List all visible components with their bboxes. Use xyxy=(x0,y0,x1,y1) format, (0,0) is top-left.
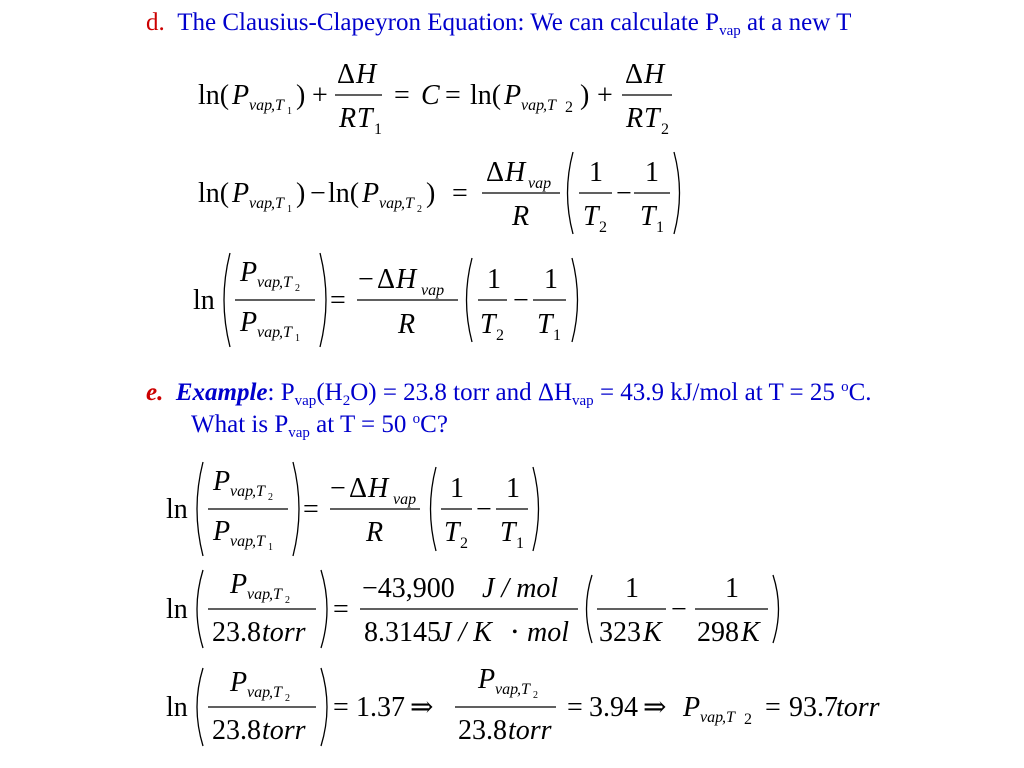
eq3-minus2: − xyxy=(513,285,529,316)
eq3-h-sub: vap xyxy=(421,282,445,299)
eq4-delta: Δ xyxy=(349,473,368,504)
eq3-minus: − xyxy=(358,264,374,295)
eq4-t1-sub: 1 xyxy=(516,535,524,552)
eq6-den-unit: torr xyxy=(262,715,306,746)
eq1-t1-sub: 1 xyxy=(374,121,382,138)
eq2-t2: T xyxy=(583,201,599,232)
eq5-den-value: 23.8 xyxy=(212,617,261,648)
eq6-frac-p: P xyxy=(478,664,496,695)
example-label: Example xyxy=(175,379,268,406)
e-text: O) = 23.8 torr and ΔH xyxy=(350,379,573,406)
eq5-one2: 1 xyxy=(725,573,739,604)
eq5-den-unit: torr xyxy=(262,617,306,648)
eq6-p-num: P xyxy=(230,667,248,698)
eq2-one1: 1 xyxy=(589,157,603,188)
eq2-sub-t2: ,T xyxy=(401,195,414,212)
eq2-p1: P xyxy=(232,178,250,209)
eq2-cp2: ) xyxy=(426,178,436,209)
eq2-t1: T xyxy=(640,201,656,232)
eq1-eq2: = xyxy=(445,80,461,111)
eq3-r: R xyxy=(398,309,416,340)
eq1-sub-vap2: vap xyxy=(521,97,545,114)
section-d-text: The Clausius-Clapeyron Equation: We can calculate P xyxy=(177,9,720,36)
eq2-h: H xyxy=(505,157,526,188)
eq4-one1: 1 xyxy=(450,473,464,504)
eq1-sub-t1: ,T xyxy=(271,97,284,114)
eq2-p2: P xyxy=(362,178,380,209)
eq6-frac-vap: vap xyxy=(495,681,519,698)
e-sub: vap xyxy=(288,425,310,441)
eq2-eq: = xyxy=(452,178,468,209)
eq1-plus2: + xyxy=(597,80,613,111)
eq5-t1-unit: K xyxy=(741,617,760,648)
eq4-h-sub: vap xyxy=(393,491,417,508)
eq3-den-1: 1 xyxy=(295,333,300,344)
eq2-t2-sub: 2 xyxy=(599,219,607,236)
eq3-den-t: ,T xyxy=(279,324,292,341)
eq6-implies2: ⇒ xyxy=(643,692,667,723)
eq4-t1: T xyxy=(500,517,516,548)
eq4-p-den: P xyxy=(213,516,231,547)
eq6-eq2: = xyxy=(567,692,583,723)
e-text: : P xyxy=(267,379,295,406)
eq6-res3-unit: torr xyxy=(836,692,880,723)
eq6-eq3: = xyxy=(765,692,781,723)
eq6-num-vap: vap xyxy=(247,684,271,701)
eq1-cp1: ) xyxy=(296,80,306,111)
eq6-eq1: = xyxy=(333,692,349,723)
eq3-one2: 1 xyxy=(544,264,558,295)
equation-6 xyxy=(166,664,880,746)
eq1-c: C xyxy=(421,80,440,111)
eq5-den2-unit-b: mol xyxy=(527,617,569,648)
eq5-den2-unit-a: J / K xyxy=(439,617,492,648)
eq1-delta2: Δ xyxy=(625,59,644,90)
eq6-num-2: 2 xyxy=(285,693,290,704)
eq6-num-t: ,T xyxy=(269,684,282,701)
e-sup: o xyxy=(412,411,421,427)
e-text: at T = 50 xyxy=(309,411,413,438)
eq6-final-vap: vap xyxy=(700,709,724,726)
section-d-marker: d. xyxy=(146,9,165,36)
eq3-h: H xyxy=(396,264,417,295)
eq2-minus: − xyxy=(310,178,326,209)
eq3-den-vap: vap xyxy=(257,324,281,341)
eq1-t2: T xyxy=(644,103,660,134)
eq1-ln: ln( xyxy=(198,80,230,111)
eq4-t2-sub: 2 xyxy=(460,535,468,552)
e-sub: 2 xyxy=(342,393,351,409)
section-d-sub: vap xyxy=(719,23,741,39)
eq2-delta: Δ xyxy=(486,157,505,188)
eq4-t2: T xyxy=(444,517,460,548)
eq3-num-t: ,T xyxy=(279,274,292,291)
eq1-p1: P xyxy=(232,80,250,111)
eq4-num-vap: vap xyxy=(230,483,254,500)
eq1-sub-2: 2 xyxy=(565,99,573,116)
eq2-ln2: ln( xyxy=(328,178,360,209)
eq5-num-unit: J / mol xyxy=(482,573,559,604)
eq6-p-final: P xyxy=(683,692,701,723)
eq2-sub-1: 1 xyxy=(287,204,292,215)
eq2-ln1: ln( xyxy=(198,178,230,209)
eq4-den-1: 1 xyxy=(268,542,273,553)
eq6-frac-t: ,T xyxy=(517,681,530,698)
eq3-p-num: P xyxy=(240,257,258,288)
eq1-t2-sub: 2 xyxy=(661,121,669,138)
eq3-delta: Δ xyxy=(377,264,396,295)
e-text: C? xyxy=(420,411,448,438)
eq2-h-sub: vap xyxy=(528,175,552,192)
eq5-t1-value: 298 xyxy=(697,617,739,648)
eq6-ln: ln xyxy=(166,692,188,723)
equation-2 xyxy=(198,157,664,236)
eq3-p-den: P xyxy=(240,307,258,338)
eq1-h1: H xyxy=(356,59,377,90)
eq6-frac-den-value: 23.8 xyxy=(458,715,507,746)
eq6-res1: 1.37 xyxy=(356,692,405,723)
eq2-t1-sub: 1 xyxy=(656,219,664,236)
eq4-minus: − xyxy=(330,473,346,504)
eq1-eq1: = xyxy=(394,80,410,111)
eq2-sub-t1: ,T xyxy=(271,195,284,212)
eq5-p-num: P xyxy=(230,569,248,600)
eq5-num-vap: vap xyxy=(247,586,271,603)
eq6-frac-2: 2 xyxy=(533,690,538,701)
eq5-num-value: −43,900 xyxy=(362,573,455,604)
eq1-r2: R xyxy=(626,103,644,134)
eq3-ln: ln xyxy=(193,285,215,316)
eq5-t2-value: 323 xyxy=(599,617,641,648)
eq4-one2: 1 xyxy=(506,473,520,504)
eq5-den2-value: 8.3145 xyxy=(364,617,441,648)
e-text: What is P xyxy=(191,411,289,438)
eq4-eq: = xyxy=(303,494,319,525)
eq4-minus2: − xyxy=(476,494,492,525)
eq1-sub-1: 1 xyxy=(287,106,292,117)
eq3-num-vap: vap xyxy=(257,274,281,291)
eq4-ln: ln xyxy=(166,494,188,525)
eq5-minus: − xyxy=(671,594,687,625)
eq1-sub-vap1: vap xyxy=(249,97,273,114)
eq5-ln: ln xyxy=(166,594,188,625)
eq1-delta1: Δ xyxy=(337,59,356,90)
eq3-t2: T xyxy=(480,309,496,340)
e-text: C. xyxy=(848,379,872,406)
eq3-one1: 1 xyxy=(487,264,501,295)
eq2-sub-vap1: vap xyxy=(249,195,273,212)
eq2-one2: 1 xyxy=(645,157,659,188)
eq4-h: H xyxy=(368,473,389,504)
e-sup: o xyxy=(841,379,849,395)
eq1-p2: P xyxy=(504,80,522,111)
eq5-eq: = xyxy=(333,594,349,625)
eq2-sub-vap2: vap xyxy=(379,195,403,212)
e-sub: vap xyxy=(294,393,317,409)
eq5-t2-unit: K xyxy=(643,617,662,648)
eq6-implies1: ⇒ xyxy=(410,692,434,723)
eq3-num-2: 2 xyxy=(295,283,300,294)
eq6-frac-den-unit: torr xyxy=(508,715,552,746)
eq4-num-t: ,T xyxy=(252,483,265,500)
eq6-res3: 93.7 xyxy=(789,692,838,723)
eq5-num-t: ,T xyxy=(269,586,282,603)
eq1-h2: H xyxy=(644,59,665,90)
eq4-p-num: P xyxy=(213,466,231,497)
eq1-cp2: ) xyxy=(580,80,590,111)
eq6-res2: 3.94 xyxy=(589,692,638,723)
eq5-bullet: • xyxy=(512,624,518,641)
eq3-t2-sub: 2 xyxy=(496,327,504,344)
eq6-final-2: 2 xyxy=(744,711,752,728)
e-sub: vap xyxy=(572,393,594,409)
eq2-minus2: − xyxy=(616,178,632,209)
e-text: = 43.9 kJ/mol at T = 25 xyxy=(593,379,842,406)
eq2-cp1: ) xyxy=(296,178,306,209)
section-d-text-end: at a new T xyxy=(740,9,852,36)
eq1-r1: R xyxy=(339,103,357,134)
eq6-den-value: 23.8 xyxy=(212,715,261,746)
e-text: (H xyxy=(316,379,343,406)
eq2-sub-2: 2 xyxy=(417,204,422,215)
eq4-den-vap: vap xyxy=(230,533,254,550)
eq4-den-t: ,T xyxy=(252,533,265,550)
equation-1 xyxy=(198,59,669,138)
eq5-num-2: 2 xyxy=(285,595,290,606)
eq3-eq: = xyxy=(330,285,346,316)
eq1-sub-t2: ,T xyxy=(543,97,556,114)
eq3-t1-sub: 1 xyxy=(553,327,561,344)
eq1-t1: T xyxy=(357,103,373,134)
section-e-marker: e. xyxy=(146,379,164,406)
eq5-one1: 1 xyxy=(625,573,639,604)
eq6-final-t: ,T xyxy=(722,709,735,726)
eq1-plus1: + xyxy=(312,80,328,111)
eq1-ln2: ln( xyxy=(470,80,502,111)
eq4-r: R xyxy=(366,517,384,548)
eq2-r: R xyxy=(512,201,530,232)
eq3-t1: T xyxy=(537,309,553,340)
eq4-num-2: 2 xyxy=(268,492,273,503)
